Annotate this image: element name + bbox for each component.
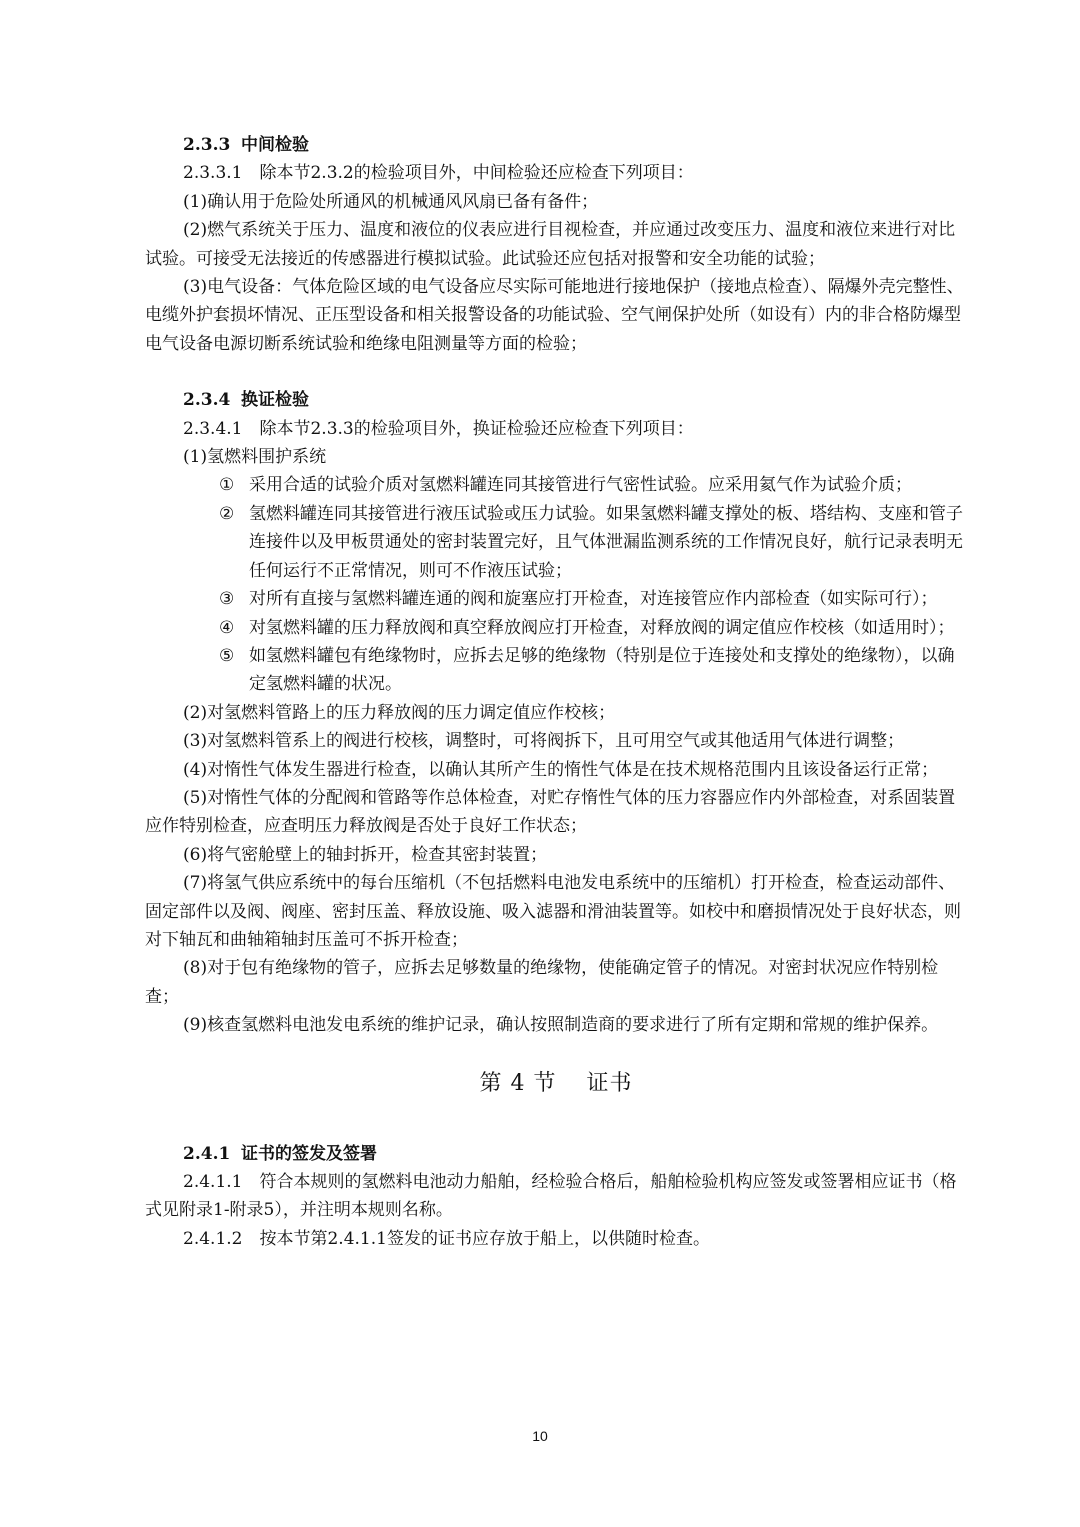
heading-title: 证书的签发及签署 xyxy=(241,1143,377,1164)
sub-item xyxy=(145,585,967,613)
clause-2-4-1-2: 2.4.1.2 按本节第2.4.1.1签发的证书应存放于船上，以供随时检查。 xyxy=(183,1228,710,1249)
heading-title: 换证检验 xyxy=(241,390,309,411)
sub-item xyxy=(145,614,967,642)
heading-number: 2.3.4 xyxy=(183,390,231,411)
clause-2-4-1-1: 2.4.1.1 符合本规则的氢燃料电池动力船舶，经检验合格后，船舶检验机构应签发或签署相应证书（格式见附录1-附录5），并注明本规则名称。 xyxy=(145,1172,957,1221)
heading-2-3-3 xyxy=(145,131,967,159)
sub-item-text: 氢燃料罐连同其接管进行液压试验或压力试验。如果氢燃料罐支撑处的板、塔结构、支座和管子连接件以及甲板贯通处的密封装置完好，且气体泄漏监测系统的工作情况良好，航行记录表明无任何运行不正常情况，则可不作液压试验； xyxy=(249,503,963,581)
section-name: 证书 xyxy=(586,1070,633,1096)
heading-number: 2.3.3 xyxy=(183,135,231,155)
item-2-3-4-6: (6)将气密舱壁上的轴封拆开，检查其密封装置； xyxy=(183,844,548,865)
sub-item xyxy=(145,500,967,585)
sub-item-mark: ④ xyxy=(219,617,235,638)
heading-2-4-1 xyxy=(145,1140,967,1168)
sub-item-mark: ③ xyxy=(219,589,235,610)
clause-2-3-4-1: 2.3.4.1 除本节2.3.3的检验项目外，换证检验还应检查下列项目： xyxy=(183,418,694,439)
item-2-3-4-8: (8)对于包有绝缘物的管子，应拆去足够数量的绝缘物，使能确定管子的情况。对密封状况应作特别检查； xyxy=(145,958,939,1007)
sub-item-mark: ② xyxy=(219,503,235,524)
item-2-3-3-3: (3)电气设备：气体危险区域的电气设备应尽实际可能地进行接地保护（接地点检查）、隔爆外壳完整性、电缆外护套损坏情况、正压型设备和相关报警设备的功能试验、空气闸保护处所（如设有）内的非合格防爆型电气设备电源切断系统试验和绝缘电阻测量等方面的检验； xyxy=(145,277,964,354)
heading-title: 中间检验 xyxy=(241,135,309,155)
item-2-3-3-1: (1)确认用于危险处所通风的机械通风风扇已备有备件； xyxy=(183,191,599,212)
item-2-3-4-7: (7)将氢气供应系统中的每台压缩机（不包括燃料电池发电系统中的压缩机）打开检查，检查运动部件、固定部件以及阀、阀座、密封压盖、释放设施、吸入滤器和滑油装置等。如校中和磨损情况处于良好状态，则对下轴瓦和曲轴箱轴封压盖可不拆开检查； xyxy=(145,873,961,950)
page-number: 10 xyxy=(532,1428,548,1444)
sub-item xyxy=(145,642,967,699)
clause-2-3-3-1: 2.3.3.1 除本节2.3.2的检验项目外，中间检验还应检查下列项目： xyxy=(183,163,694,184)
sub-item-text: 采用合适的试验介质对氢燃料罐连同其接管进行气密性试验。应采用氦气作为试验介质； xyxy=(249,475,912,496)
item-2-3-4-1: (1)氢燃料围护系统 xyxy=(183,447,327,468)
heading-2-3-4 xyxy=(145,386,967,414)
item-2-3-4-9: (9)核查氢燃料电池发电系统的维护记录，确认按照制造商的要求进行了所有定期和常规的维护保养。 xyxy=(183,1015,939,1036)
item-2-3-4-4: (4)对惰性气体发生器进行检查，以确认其所产生的惰性气体是在技术规格范围内且该设备运行正常； xyxy=(183,759,939,780)
item-2-3-4-2: (2)对氢燃料管路上的压力释放阀的压力调定值应作校核； xyxy=(183,702,616,723)
item-2-3-3-2: (2)燃气系统关于压力、温度和液位的仪表应进行目视检查，并应通过改变压力、温度和液位来进行对比试验。可接受无法接近的传感器进行模拟试验。此试验还应包括对报警和安全功能的试验； xyxy=(145,220,956,269)
sub-item-mark: ① xyxy=(219,475,235,496)
item-2-3-4-5: (5)对惰性气体的分配阀和管路等作总体检查，对贮存惰性气体的压力容器应作内外部检查，对系固装置应作特别检查，应查明压力释放阀是否处于良好工作状态； xyxy=(145,787,956,837)
sub-item-text: 对氢燃料罐的压力释放阀和真空释放阀应打开检查，对释放阀的调定值应作校核（如适用时）； xyxy=(249,617,955,638)
sub-item xyxy=(145,471,967,499)
item-2-3-4-3: (3)对氢燃料管系上的阀进行校核，调整时，可将阀拆下，且可用空气或其他适用气体进行调整； xyxy=(183,731,905,752)
page-content xyxy=(145,131,967,1253)
spacer xyxy=(145,358,967,386)
section-label: 第 4 节 xyxy=(479,1070,557,1096)
heading-number: 2.4.1 xyxy=(183,1143,231,1164)
section-title xyxy=(145,1068,967,1100)
sub-item-mark: ⑤ xyxy=(219,645,235,666)
sub-item-text: 对所有直接与氢燃料罐连通的阀和旋塞应打开检查，对连接管应作内部检查（如实际可行）； xyxy=(249,589,938,610)
sub-item-text: 如氢燃料罐包有绝缘物时，应拆去足够的绝缘物（特别是位于连接处和支撑处的绝缘物），以确定氢燃料罐的状况。 xyxy=(249,645,955,695)
